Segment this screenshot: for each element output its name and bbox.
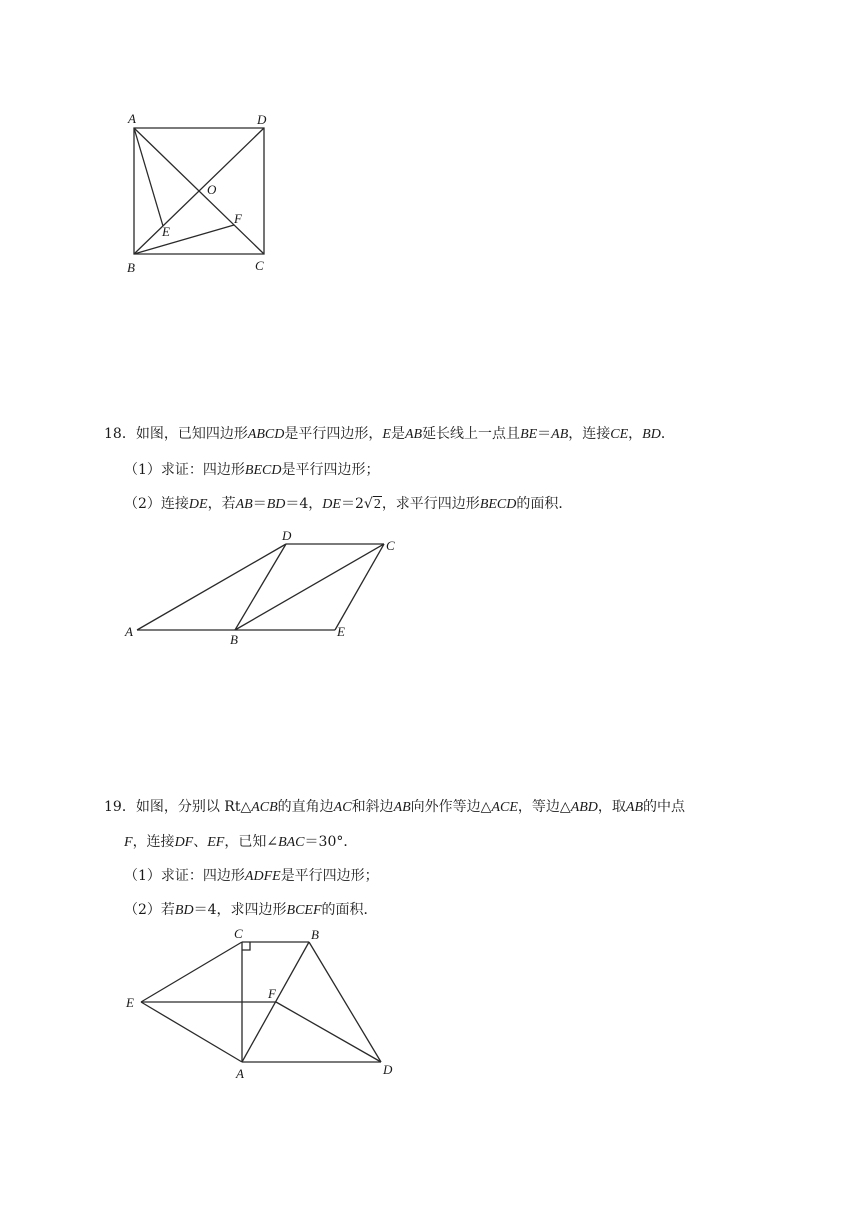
- q18-text: ．: [660, 426, 675, 442]
- segment-ec: [141, 942, 242, 1002]
- segment-ad: [137, 544, 286, 630]
- q19-text: EF: [207, 835, 225, 850]
- q18-text: AB: [404, 427, 423, 442]
- q18-part2-text: ＝4，: [285, 496, 323, 512]
- segment-bc: [235, 544, 384, 630]
- label-C: C: [234, 926, 243, 941]
- figure-parallelogram-becd: [0, 520, 860, 660]
- q18-text: BD: [642, 427, 661, 442]
- q18-text: BE: [520, 427, 538, 442]
- q19-text: 和斜边: [351, 799, 394, 815]
- right-angle-mark: [242, 942, 250, 950]
- q19-part2-text: （2）若: [124, 902, 175, 918]
- q19-text: ABD: [570, 800, 598, 815]
- q18-part2-text: AB: [235, 497, 253, 512]
- q18-part1-text: BECD: [244, 463, 282, 478]
- q18-part2-text: DE: [188, 497, 208, 512]
- label-F: F: [234, 211, 242, 226]
- segment-ec: [335, 544, 384, 630]
- label-D: D: [383, 1062, 393, 1077]
- q19-text: AB: [393, 800, 411, 815]
- q19-statement-line2: [124, 832, 357, 853]
- q19-text: 的直角边: [277, 799, 334, 815]
- q19-part1-text: 是平行四边形；: [280, 868, 379, 884]
- q18-text: AB: [551, 427, 569, 442]
- q19-text: DF: [174, 835, 194, 850]
- label-E: E: [126, 995, 134, 1010]
- q19-text: BAC: [278, 835, 305, 850]
- q19-number: 19．: [104, 799, 136, 815]
- figure-square-abcd: [0, 0, 860, 300]
- q18-text: 是平行四边形，: [284, 426, 383, 442]
- label-B: B: [230, 632, 238, 647]
- q18-statement: [104, 424, 675, 445]
- q19-text: 向外作等边△: [410, 799, 492, 815]
- q19-text: ACB: [251, 800, 278, 815]
- sqrt-radicand: 2: [373, 497, 381, 512]
- q18-text: ，: [628, 426, 643, 442]
- q19-part2: [124, 900, 378, 921]
- q18-text: ，连接: [568, 426, 611, 442]
- q18-part2-text: ＝: [252, 496, 267, 512]
- label-A: A: [125, 624, 133, 639]
- q18-number: 18．: [104, 426, 136, 442]
- label-A: A: [128, 111, 136, 126]
- q18-text: 延长线上一点且: [422, 426, 521, 442]
- q19-text: ，等边△: [517, 799, 571, 815]
- label-F: F: [268, 986, 276, 1001]
- figure-equilateral-triangles: [0, 920, 860, 1090]
- q19-text: 如图，分别以 Rt△: [135, 799, 252, 815]
- q18-part2-text: （2）连接: [124, 496, 189, 512]
- q18-part2-text: BECD: [479, 497, 517, 512]
- q18-text: CE: [610, 427, 629, 442]
- q19-text: ，已知∠: [224, 834, 279, 850]
- segment-bd: [309, 942, 381, 1062]
- q19-text: ACE: [491, 800, 518, 815]
- sqrt-symbol: √2: [363, 496, 381, 512]
- label-E: E: [337, 624, 345, 639]
- q19-text: 、: [193, 834, 208, 850]
- q18-part2-text: ，若: [207, 496, 236, 512]
- segment-ea: [141, 1002, 242, 1062]
- q19-text: ＝30°．: [304, 834, 358, 850]
- q18-part1-text: （1）求证：四边形: [124, 462, 245, 478]
- label-D: D: [282, 528, 292, 543]
- q19-part1-text: ADFE: [244, 869, 281, 884]
- label-O: O: [207, 182, 217, 197]
- q18-part1: [124, 460, 379, 481]
- q18-part2: [124, 494, 572, 515]
- label-C: C: [255, 258, 264, 273]
- q19-text: AC: [333, 800, 352, 815]
- label-B: B: [127, 260, 135, 275]
- q18-text: 如图，已知四边形: [135, 426, 248, 442]
- label-D: D: [257, 112, 267, 127]
- label-B: B: [311, 927, 319, 942]
- q19-text: ，取: [597, 799, 626, 815]
- q18-part2-text: BD: [266, 497, 286, 512]
- q19-text: AB: [625, 800, 644, 815]
- q18-part2-text: ＝2: [340, 496, 364, 512]
- q19-part2-text: BD: [174, 903, 194, 918]
- q18-part2-text: 的面积．: [516, 496, 573, 512]
- segment-fd: [276, 1002, 381, 1062]
- q19-part1-text: （1）求证：四边形: [124, 868, 245, 884]
- q18-text: ＝: [537, 426, 552, 442]
- q19-part2-text: ＝4，求四边形: [193, 902, 287, 918]
- q19-part1: [124, 866, 379, 887]
- q18-part2-text: ，求平行四边形: [381, 496, 480, 512]
- q19-statement-line1: [104, 797, 685, 818]
- q19-part2-text: 的面积．: [321, 902, 378, 918]
- q18-part2-text: DE: [322, 497, 341, 512]
- q19-text: 的中点: [643, 799, 686, 815]
- segment-bd: [235, 544, 286, 630]
- q18-text: E: [382, 427, 391, 442]
- q18-text: 是: [390, 426, 405, 442]
- q19-text: ，连接: [132, 834, 175, 850]
- label-E: E: [162, 224, 170, 239]
- label-A: A: [236, 1066, 244, 1081]
- q19-part2-text: BCEF: [286, 903, 322, 918]
- label-C: C: [386, 538, 395, 553]
- q18-text: ABCD: [247, 427, 285, 442]
- q18-part1-text: 是平行四边形；: [281, 462, 380, 478]
- q19-text: F: [124, 835, 133, 850]
